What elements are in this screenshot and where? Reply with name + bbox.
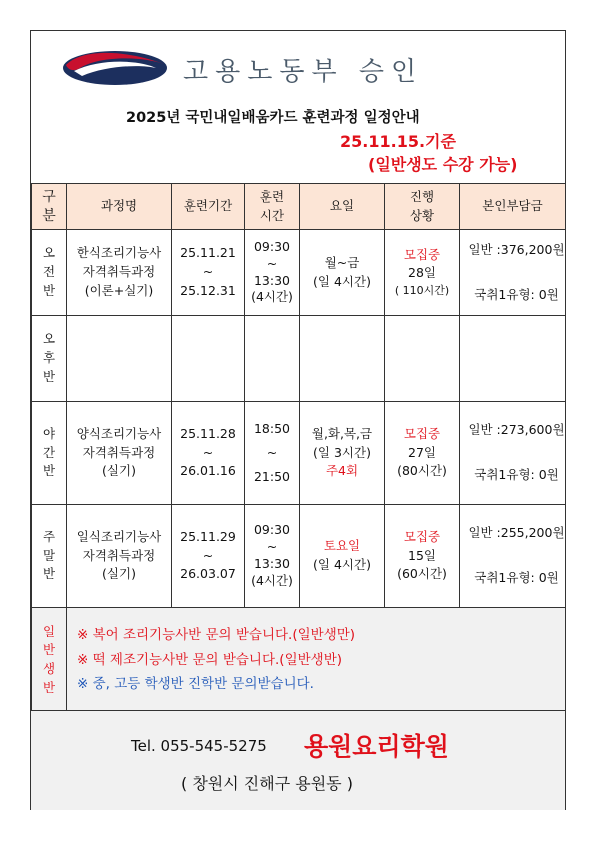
days: 토요일 (일 4시간) [300,505,385,608]
fee-support: 국취1유형: 0원 [474,467,559,482]
fee-general: 일반 :376,200원 [468,241,565,257]
fee-support: 국취1유형: 0원 [474,570,559,585]
status: 모집중 15일 (60시간) [385,505,460,608]
course-name: 한식조리기능사 자격취득과정 (이론+실기) [67,230,172,316]
table-header-row [32,184,566,230]
taegeuk-emblem-icon [60,48,170,88]
table-row [32,230,566,316]
table-row [32,316,566,402]
table-row [32,402,566,505]
notes-label: 일 반 생 반 [32,608,67,713]
training-period: 25.11.29 ~ 26.03.07 [172,505,245,608]
footer [31,710,565,810]
training-period: 25.11.28 ~ 26.01.16 [172,402,245,505]
address: ( 창원시 진해구 용원동 ) [181,774,353,793]
self-payment [460,505,566,608]
course-name: 일식조리기능사 자격취득과정 (실기) [67,505,172,608]
note-item: ※ 떡 제조기능사반 문의 받습니다.(일반생반) [77,651,342,668]
note-item: ※ 복어 조리기능사반 문의 받습니다.(일반생만) [77,626,356,643]
fee-general: 일반 :255,200원 [468,525,565,541]
date-basis: 25.11.15.기준 [340,132,456,151]
header-course: 과정명 [67,184,172,230]
course-name: 양식조리기능사 자격취득과정 (실기) [67,402,172,505]
phone-number: Tel. 055-545-5275 [131,737,267,755]
logo-text: 고용노동부 승인 [183,57,424,87]
header-fee: 본인부담금 [460,184,566,230]
page-title: 2025년 국민내일배움카드 훈련과정 일정안내 [126,110,420,126]
header-time: 훈련 시간 [245,184,300,230]
days: 월,화,목,금 (일 3시간) 주4회 [300,402,385,505]
header-period: 훈련기간 [172,184,245,230]
table-row [32,505,566,608]
status: 모집중 28일 ( 110시간) [385,230,460,316]
note-item: ※ 중, 고등 학생반 진학반 문의받습니다. [77,676,314,693]
notes-row [32,608,566,713]
academy-name: 용원요리학원 [304,732,449,761]
general-student-note: (일반생도 수강 가능) [368,155,518,174]
notes-cell [67,608,566,713]
fee-general: 일반 :273,600원 [468,422,565,438]
status: 모집중 27일 (80시간) [385,402,460,505]
ministry-logo [60,48,530,90]
row-label: 오 전 반 [32,230,67,316]
training-period: 25.11.21 ~ 25.12.31 [172,230,245,316]
schedule-table [31,183,566,713]
fee-support: 국취1유형: 0원 [474,286,559,302]
self-payment [460,402,566,505]
training-time: 09:30 ~ 13:30 (4시간) [245,505,300,608]
header-days: 요일 [300,184,385,230]
training-time: 18:50 ~ 21:50 [245,402,300,505]
header-category: 구 분 [32,184,67,230]
row-label: 야 간 반 [32,402,67,505]
header-status: 진행 상황 [385,184,460,230]
row-label: 오 후 반 [32,316,67,402]
row-label: 주 말 반 [32,505,67,608]
training-time: 09:30 ~ 13:30 (4시간) [245,230,300,316]
self-payment [460,230,566,316]
days: 월~금 (일 4시간) [300,230,385,316]
